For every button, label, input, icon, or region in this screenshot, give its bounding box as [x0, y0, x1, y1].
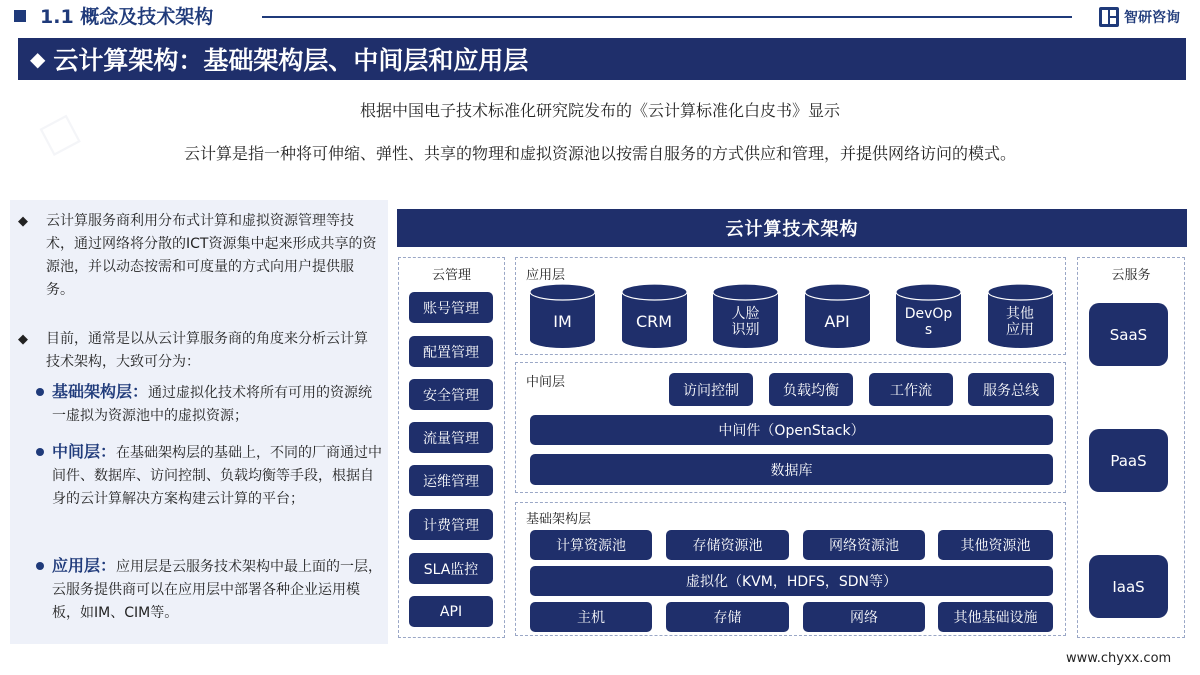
top-bar	[0, 0, 1200, 34]
app-item-devops	[896, 284, 961, 348]
middleware-bar: 中间件（OpenStack）	[530, 415, 1053, 445]
pool-other: 其他资源池	[938, 530, 1053, 560]
middle-layer-label: 中间层	[526, 375, 566, 390]
cloud-services-label: 云服务	[1111, 268, 1151, 283]
bullet-2-text: 目前，通常是以从云计算服务商的角度来分析云计算技术架构，大致可分为：	[46, 331, 368, 370]
middle-item-workflow: 工作流	[869, 373, 953, 406]
bullet-diamond-icon: ◆	[18, 214, 28, 229]
mgmt-item-config: 配置管理	[409, 336, 493, 367]
app-layer-label: 应用层	[526, 268, 566, 283]
app-layer-group	[515, 257, 1066, 355]
cloud-mgmt-label: 云管理	[431, 268, 471, 283]
sub-item-text: 在基础架构层的基础上，不同的厂商通过中间件、数据库、访问控制、负载均衡等手段，根据自身的云计算解决方案构建云计算的平台；	[52, 445, 383, 507]
hardware-other: 其他基础设施	[938, 602, 1053, 632]
bullet-2	[18, 328, 380, 374]
bullet-dot-icon	[36, 388, 44, 396]
cylinder-label: 其他 应用	[1006, 306, 1034, 338]
intro-line-1: 根据中国电子技术标准化研究院发布的《云计算标准化白皮书》显示	[359, 101, 840, 120]
sub-item-infra	[36, 380, 382, 428]
virtualization-bar: 虚拟化（KVM，HDFS，SDN等）	[530, 566, 1053, 596]
logo-text: 智研咨询	[1124, 10, 1180, 26]
middle-item-load-balance: 负载均衡	[769, 373, 853, 406]
pool-compute: 计算资源池	[530, 530, 652, 560]
section-heading: 1.1 概念及技术架构	[40, 6, 214, 28]
sub-item-label: 基础架构层：	[52, 382, 149, 401]
logo-icon	[1098, 6, 1120, 28]
diamond-icon: ◆	[30, 47, 46, 71]
mgmt-item-traffic: 流量管理	[409, 422, 493, 453]
cylinder-label: API	[824, 312, 850, 331]
pool-storage: 存储资源池	[666, 530, 789, 560]
cloud-services-group	[1077, 257, 1185, 638]
infra-layer-group	[515, 502, 1066, 636]
mgmt-item-account: 账号管理	[409, 292, 493, 323]
app-item-crm	[622, 284, 687, 348]
page-title: 云计算架构：基础架构层、中间层和应用层	[53, 46, 529, 75]
cylinder-label: IM	[553, 312, 572, 331]
bullet-diamond-icon: ◆	[18, 332, 28, 347]
infra-layer-label: 基础架构层	[526, 512, 592, 527]
sub-item-label: 中间层：	[52, 442, 117, 461]
sub-item-app	[36, 554, 382, 625]
middle-layer-group	[515, 362, 1066, 493]
sub-item-text: 应用层是云服务技术架构中最上面的一层，云服务提供商可以在应用层中部署各种企业运用模板，如IM、CIM等。	[52, 559, 383, 621]
cloud-mgmt-group	[398, 257, 505, 638]
bullet-1	[18, 210, 380, 302]
app-item-api	[805, 284, 870, 348]
app-item-face	[713, 284, 778, 348]
service-iaas: IaaS	[1089, 555, 1168, 618]
mgmt-item-sla: SLA监控	[409, 553, 493, 584]
sub-item-text: 通过虚拟化技术将所有可用的资源统一虚拟为资源池中的虚拟资源；	[52, 385, 373, 424]
diagram-title: 云计算技术架构	[397, 209, 1187, 247]
middle-item-access-control: 访问控制	[669, 373, 753, 406]
service-saas: SaaS	[1089, 303, 1168, 366]
pool-network: 网络资源池	[803, 530, 925, 560]
hardware-network: 网络	[803, 602, 925, 632]
app-item-other	[988, 284, 1053, 348]
sub-item-middle	[36, 440, 382, 511]
footer-url: www.chyxx.com	[1066, 651, 1172, 666]
mgmt-item-security: 安全管理	[409, 379, 493, 410]
left-panel	[10, 200, 388, 644]
bullet-1-text: 云计算服务商利用分布式计算和虚拟资源管理等技术，通过网络将分散的ICT资源集中起来形成共享的资源池，并以动态按需和可度量的方式向用户提供服务。	[46, 213, 377, 298]
middle-item-service-bus: 服务总线	[968, 373, 1054, 406]
sub-item-label: 应用层：	[52, 556, 117, 575]
mgmt-item-billing: 计费管理	[409, 509, 493, 540]
mgmt-item-api: API	[409, 596, 493, 627]
cylinder-label: DevOp s	[904, 306, 953, 338]
header-rule	[262, 16, 1072, 18]
hardware-storage: 存储	[666, 602, 789, 632]
app-item-im	[530, 284, 595, 348]
brand-logo	[1098, 4, 1180, 30]
service-paas: PaaS	[1089, 429, 1168, 492]
mgmt-item-ops: 运维管理	[409, 465, 493, 496]
intro-line-2: 云计算是指一种将可伸缩、弹性、共享的物理和虚拟资源池以按需自服务的方式供应和管理，并提供网络访问的模式。	[183, 144, 1016, 163]
cylinder-label: CRM	[635, 312, 673, 331]
title-bar	[18, 38, 1186, 80]
database-bar: 数据库	[530, 454, 1053, 485]
bullet-dot-icon	[36, 448, 44, 456]
cylinder-label: 人脸 识别	[731, 306, 760, 338]
section-marker	[14, 10, 26, 22]
hardware-host: 主机	[530, 602, 652, 632]
bullet-dot-icon	[36, 562, 44, 570]
watermark: □	[31, 103, 87, 163]
